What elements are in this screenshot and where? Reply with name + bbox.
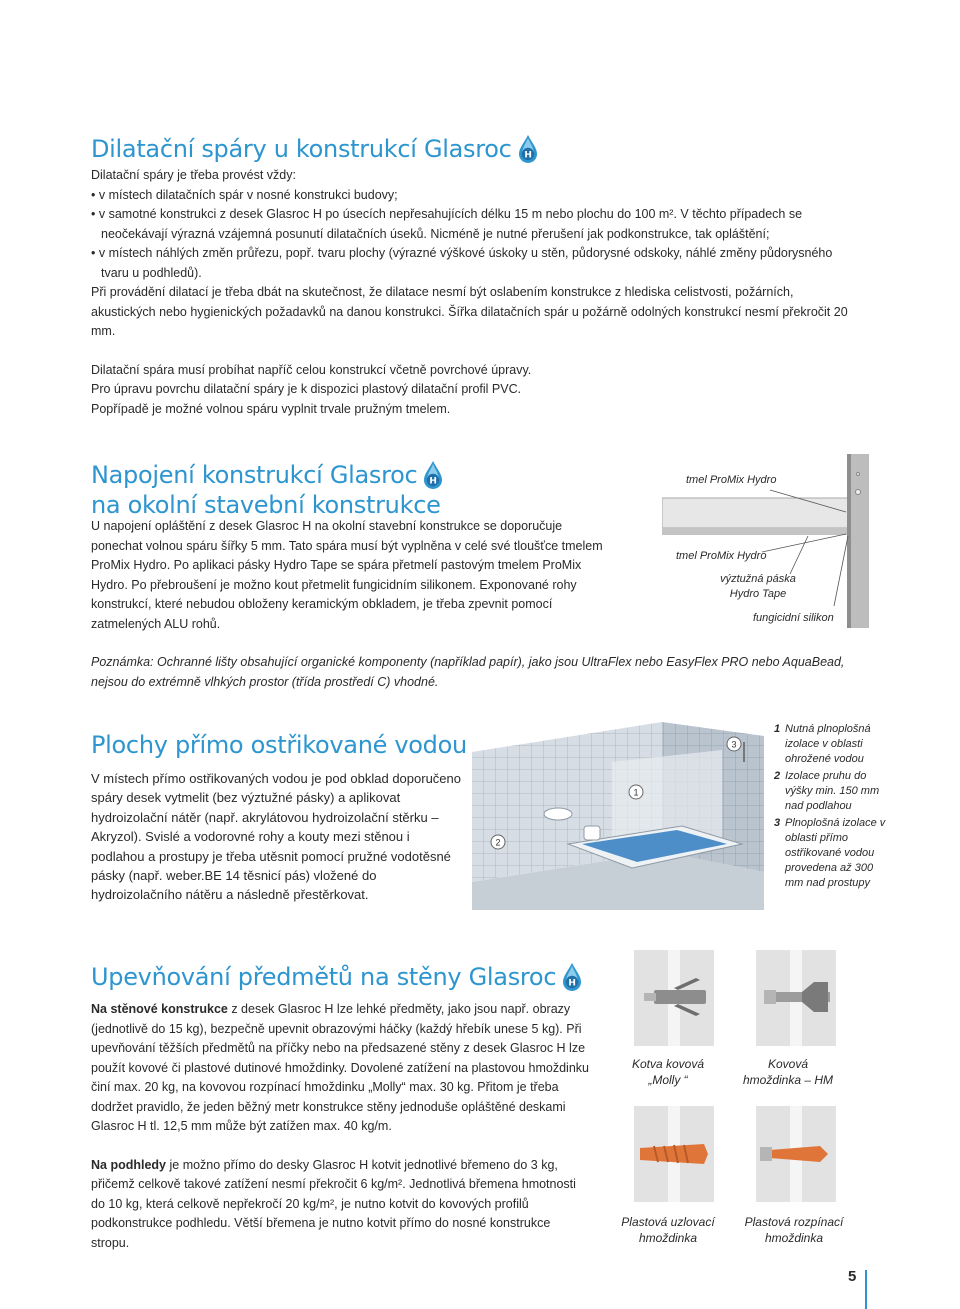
intro-line: Dilatační spáry je třeba provést vždy: [91, 168, 296, 182]
marker-label: 1 [633, 787, 639, 798]
paragraph-text: z desek Glasroc H lze lehké předměty, jako jsou např. obrazy (jednotlivě do 15 kg), bezpečně upevnit obrazovými háčky (každý hřebík unese 5 kg). Při upevňování těžších předmětů na příčky nebo na předsazené stěny z desek Glasroc H lze použít kovové či plastové dutinové hmoždinky. Dovolené zatížení na plastovou hmoždinku činí max. 20 kg, na kovovou rozpínací hmoždinku „Molly“ max. 30 kg. Přitom je třeba dodržet pravidlo, že jeden běžný metr konstrukce stěny jednoduše opláštěné deskami Glasroc H tl. 12,5 mm může být zatížen max. 40 kg/m. [91, 1002, 589, 1133]
glasroc-h-drop-icon [421, 460, 445, 490]
section-title-anchoring [91, 962, 584, 992]
splash-text [91, 769, 463, 905]
label-silicone: fungicidní silikon [753, 612, 834, 624]
page-number-rule [865, 1270, 867, 1309]
paragraph-text: je možno přímo do desky Glasroc H kotvit jednotlivé břemeno do 3 kg, přičemž celkově takové zatížení nesmí překročit 6 kg/m². Jednotlivá břemena hmotnosti do 10 kg, která celkově nepřekročí 20 kg/m², je nutno kotvit do kovových profilů podkonstrukce podhledu. Větší břemena je nutno kotvit přímo do nosné konstrukce stropu. [91, 1157, 576, 1250]
paragraph: Popřípadě je možné volnou spáru vyplnit trvale pružným tmelem. [91, 401, 451, 416]
glasroc-h-drop-icon [516, 134, 540, 164]
label-promix-bottom: tmel ProMix Hydro [676, 550, 767, 562]
wall-joint [847, 454, 851, 628]
paragraph [91, 1156, 591, 1254]
paragraph [91, 1000, 591, 1137]
legend-item [774, 816, 894, 891]
caption-metal [728, 1056, 848, 1088]
label-line: Hydro Tape [729, 588, 787, 600]
note [91, 653, 881, 692]
label-line: výztužná páska [720, 573, 796, 585]
caption-line: Kotva kovová [631, 1057, 705, 1071]
molly-anchor-illustration [634, 950, 714, 1046]
screw-head [760, 1147, 772, 1161]
marker-label: 2 [495, 837, 501, 848]
caption-line: hmoždinka [638, 1231, 698, 1245]
paragraph: Při provádění dilatací je třeba dbát na skutečnost, že dilatace nesmí být oslabením konstrukce z hlediska celistvosti, požárních, akustických nebo hygienických požadavků na danou konstrukci. Šířka dilatačních spár u požárně odolných konstrukcí nesmí překročit 20 mm. [91, 285, 848, 338]
section-title-text: na okolní stavební konstrukce [91, 491, 441, 519]
section-title-text: Napojení konstrukcí Glasroc [91, 461, 418, 489]
label-promix-top: tmel ProMix Hydro [686, 474, 777, 486]
section-title-connection [91, 460, 445, 520]
bullet-item: • v místech dilatačních spár v nosné konstrukci budovy; [91, 186, 851, 206]
bathroom-illustration [472, 722, 764, 910]
toilet [584, 826, 600, 840]
illustration-legend [774, 722, 894, 891]
paragraph: U napojení opláštění z desek Glasroc H na okolní stavební konstrukce se doporučuje ponechat volnou spáru šířky 5 mm. Tato spára musí být vyplněna v celé své tloušťce tmelem ProMix Hydro. Po aplikaci pásky Hydro Tape se spára přetmelí pastovým tmelem ProMix Hydro. Po přebroušení je možno kout přetmelit fungicidním silikonem. Exponované rohy konstrukcí, které nebudou obloženy keramickým obkladem, je třeba zpevnit pomocí zatmelených ALU rohů. [91, 519, 603, 631]
glasroc-h-drop-icon [560, 962, 584, 992]
caption-line: hmoždinka [764, 1231, 824, 1245]
legend-number: 1 [774, 723, 781, 735]
caption-line: Plastová uzlovací [621, 1215, 715, 1229]
legend-text: Nutná plnoplošná izolace v oblasti ohrožené vodou [785, 723, 871, 765]
section-title-text: Dilatační spáry u konstrukcí Glasroc [91, 135, 512, 163]
caption-line: Plastová rozpínací [744, 1215, 844, 1229]
caption-line: hmoždinka – HM [742, 1073, 834, 1087]
metal-anchor-illustration [756, 950, 836, 1046]
screw-head [644, 993, 656, 1001]
caption-plastic-expansion [722, 1214, 866, 1246]
board-edge [662, 528, 850, 535]
legend-text: Izolace pruhu do výšky min. 150 mm nad podlahou [785, 770, 880, 812]
plastic-expansion-anchor-illustration [756, 1106, 836, 1202]
section-title-text: Upevňování předmětů na stěny Glasroc [91, 963, 557, 991]
anchoring-text [91, 1000, 591, 1253]
leader-line [762, 534, 846, 552]
legend-item [774, 722, 894, 767]
caption-molly [608, 1056, 728, 1088]
bullet-item: • v místech náhlých změn průřezu, popř. tvaru plochy (výrazné výškové úskoky u stěn, půdorysné odskoky, náhlé změny půdorysného tvaru u podhledů). [91, 244, 851, 283]
connection-text [91, 517, 611, 634]
caption-line: „Molly “ [648, 1073, 688, 1087]
screw-icon [857, 473, 860, 476]
marker-label: 3 [731, 739, 737, 750]
label-hydro-tape [716, 572, 800, 602]
legend-item [774, 769, 894, 814]
screw-head [764, 990, 776, 1004]
caption-plastic-knot [596, 1214, 740, 1246]
leader-line [790, 536, 808, 574]
paragraph: Pro úpravu povrchu dilatační spáry je k dispozici plastový dilatační profil PVC. [91, 382, 522, 396]
anchor-body [654, 990, 706, 1004]
bold-lead: Na stěnové konstrukce [91, 1002, 228, 1016]
note-text: Poznámka: Ochranné lišty obsahující organické komponenty (například papír), jako jsou UltraFlex nebo EasyFlex PRO nebo AquaBead, nejsou do extrémně vlhkých prostor (třída prostředí C) vhodné. [91, 655, 845, 689]
paragraph: V místech přímo ostřikovaných vodou je pod obklad doporučeno spáry desek vytmelit (bez výztužné pásky) a aplikovat hydroizolační nátěr (např. akrylátovou hydroizolační stěrku – Akryzol). Svislé a vodorovné rohy a kouty mezi stěnou i podlahou a prostupy je třeba utěsnit pomocí pružné vodotěsné pásky (např. weber.BE 14 těsnicí pás) vložené do hydroizolačního nátěru a následně přestěrkovat. [91, 771, 461, 903]
plastic-knot-anchor-illustration [634, 1106, 714, 1202]
bold-lead: Na podhledy [91, 1157, 167, 1172]
section-title-dilatation [91, 134, 540, 164]
caption-line: Kovová [767, 1057, 809, 1071]
leader-line [834, 536, 848, 606]
washbasin [544, 808, 572, 820]
section-title-splash: Plochy přímo ostřikované vodou [91, 731, 467, 759]
legend-number: 2 [774, 770, 781, 782]
paragraph: Dilatační spára musí probíhat napříč celou konstrukcí včetně povrchové úpravy. [91, 362, 532, 377]
screw-icon [856, 490, 861, 495]
dilatation-text [91, 166, 851, 419]
legend-text: Plnoplošná izolace v oblasti přímo ostřikované vodou provedena až 300 mm nad prostupy [785, 817, 886, 889]
bullet-item: • v samotné konstrukci z desek Glasroc H po úsecích nepřesahujících délku 15 m nebo plochu do 100 m². V těchto případech se neočekávají výrazná vzájemná posunutí dilatačních úseků. Nicméně je nutné přerušení jak podkonstrukce, tak opláštění; [91, 205, 851, 244]
board-layer [662, 498, 850, 528]
legend-number: 3 [774, 817, 781, 829]
page-number: 5 [848, 1268, 857, 1285]
